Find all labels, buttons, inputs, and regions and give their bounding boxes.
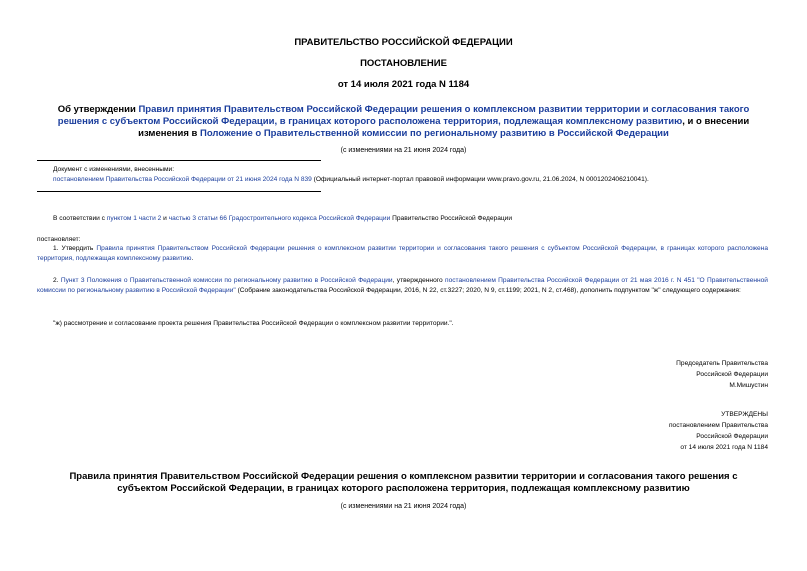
title-prefix: Об утверждении (57, 104, 139, 115)
doc-type-heading: ПОСТАНОВЛЕНИЕ (360, 58, 447, 69)
item1-rules-link[interactable]: Правила принятия Правительством Российской Федерации решения о комплексном развитии территории и согласования такого решения с субъектом Российской Федерации, в границах которого расположена территория, подлежащая комплексному развитию (37, 245, 768, 262)
doc-date-number: от 14 июля 2021 года N 1184 (337, 79, 470, 90)
title-regulation-link[interactable]: Положение о Правительственной комиссии по региональному развитию в Российской Федерации (200, 128, 669, 139)
item2-resolution-link[interactable]: постановлением Правительства Российской Федерации от 21 мая 2016 г. N 451 "О Правительственной комиссии по региональному развитию в Российской Федерации" (37, 277, 768, 294)
item2-text3: (Собрание законодательства Российской Федерации, 2016, N 22, ст.3227; 2020, N 9, ст.1199; 2021, N 2, ст.468), дополнить подпунктом "ж" следующего содержания: (235, 286, 741, 294)
preamble-text3: Правительство Российской Федерации (390, 215, 513, 222)
title-middle: , и о внесении изменения в (138, 116, 750, 139)
signature-line-3: М.Мишустин (729, 382, 768, 389)
approved-line-3: Российской Федерации (696, 433, 768, 440)
approved-line-2: постановлением Правительства (668, 422, 768, 429)
approved-line-4: от 14 июля 2021 года N 1184 (680, 444, 768, 451)
signature-line-2: Российской Федерации (696, 371, 768, 378)
approved-block (669, 409, 768, 453)
item2-text2: , утвержденного (392, 277, 445, 284)
preamble-link-article[interactable]: частью 3 статьи 66 Градостроительного кодекса Российской Федерации (168, 215, 391, 222)
rules-title: Правила принятия Правительством Российской Федерации решения о комплексном развитии территории и согласования такого решения с субъектом Российской Федерации, в границах которого расположена территория, подлежащая комплексному развитию (69, 471, 738, 494)
preamble-link-part[interactable]: пунктом 1 части 2 (106, 215, 162, 222)
subclause-quote: "ж) рассмотрение и согласование проекта решения Правительства Российской Федерации о комплексном развитии территории.". (53, 320, 454, 327)
item-1 (37, 244, 768, 263)
decree-word: постановляет: (37, 236, 81, 243)
government-heading: ПРАВИТЕЛЬСТВО РОССИЙСКОЙ ФЕДЕРАЦИИ (294, 37, 513, 48)
title-rules-link[interactable]: Правил принятия Правительством Российской Федерации решения о комплексном развитии территории и согласования такого решения с субъектом Российской Федерации, в границах которого расположена территория, подлежащая комплексному развитию (57, 104, 750, 127)
rules-revision-note: (с изменениями на 21 июня 2024 года) (340, 503, 467, 510)
signature-line-1: Председатель Правительства (676, 360, 768, 367)
amendments-label: Документ с изменениями, внесенными: (53, 166, 175, 173)
approved-line-1: УТВЕРЖДЕНЫ (721, 411, 768, 418)
item2-text1: 2. (53, 277, 61, 284)
item-2 (37, 276, 768, 295)
preamble-text1: В соответствии с (53, 215, 107, 222)
divider-top (37, 160, 321, 161)
item1-text2: . (191, 254, 194, 262)
signature-block (676, 358, 768, 391)
revision-note: (с изменениями на 21 июня 2024 года) (340, 147, 467, 154)
item2-clause-link[interactable]: Пункт 3 Положения о Правительственной комиссии по региональному развитию в Российской Федерации (60, 277, 393, 284)
document-title (40, 104, 767, 140)
amendments-entry (53, 175, 773, 185)
divider-bottom (37, 191, 321, 192)
preamble-text2: и (161, 215, 169, 222)
amendment-source: (Официальный интернет-портал правовой информации www.pravo.gov.ru, 21.06.2024, N 0001202406210041). (311, 176, 649, 183)
item1-text1: 1. Утвердить (53, 245, 97, 252)
amendment-link[interactable]: постановлением Правительства Российской Федерации от 21 июня 2024 года N 839 (53, 176, 312, 183)
preamble (53, 214, 773, 224)
